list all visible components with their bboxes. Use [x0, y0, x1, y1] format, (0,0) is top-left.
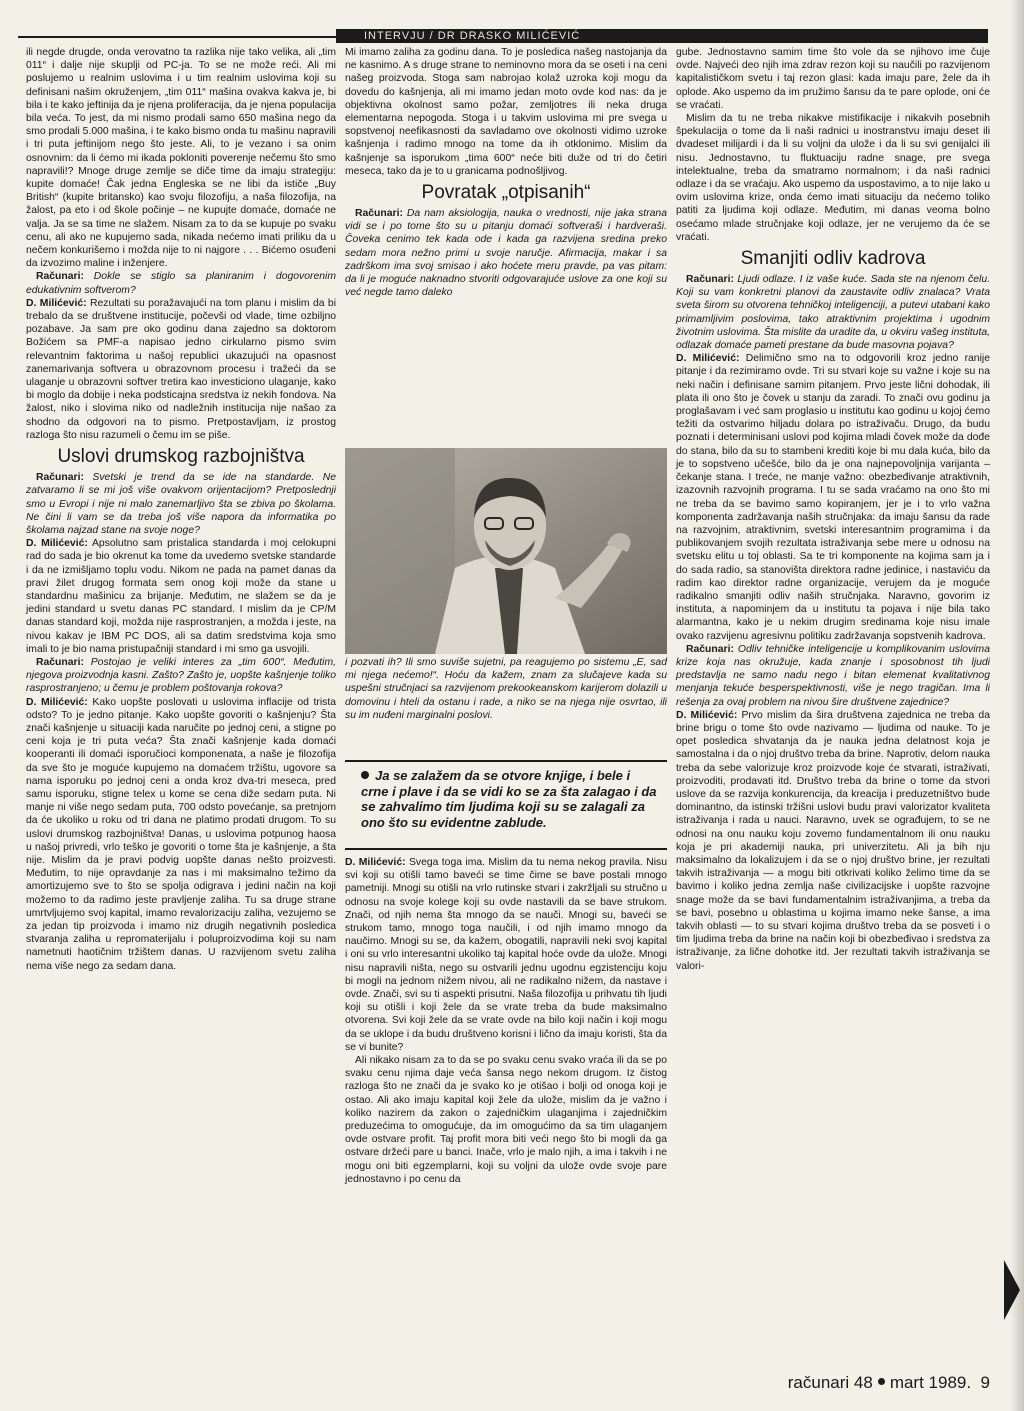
question-text: Dokle se stiglo sa planiranim i dogovorenim edukativnim softverom? — [26, 271, 336, 296]
paragraph: gube. Jednostavno samim time što vole da se njihovo ime čuje ovde. Najveći deo njih ima zdrav rezon koji su naučili po razvijenom kapitalističkom svetu i taj rezon glasi: kada imaju pare, žele da ih oplode. Ako uspemo da im pružimo šansu da te pare oplode, oni će se vraćati. — [676, 47, 990, 111]
speaker-racunari: Računari: — [36, 271, 84, 283]
column-2-top — [345, 46, 667, 446]
page-footer — [760, 1373, 990, 1393]
question-text: Svetski je trend da se ide na standarde. Ne zatvaramo li se mi još više ovakvom orijentacijom? Pretposlednji smo u Evropi i nije ni malo zanemarljivo šta se zbiva po školama. Ne čini li vam se da treba još više napora da informatika po školama najzad stane na svoje noge? — [26, 472, 336, 536]
answer — [26, 696, 336, 973]
question — [676, 643, 990, 709]
speaker-milicevic: D. Milićević: — [345, 857, 406, 868]
page-number: 9 — [980, 1373, 990, 1392]
question — [676, 273, 990, 352]
speaker-racunari: Računari: — [686, 274, 734, 286]
speaker-racunari: Računari: — [36, 656, 84, 668]
subheading: Uslovi drumskog razbojništva — [57, 446, 305, 468]
speaker-milicevic: D. Milićević: — [676, 709, 738, 721]
answer — [26, 297, 336, 442]
question — [26, 656, 336, 696]
paragraph: Ali nikako nisam za to da se po svaku cenu svako vraća ili da se po svaku cenu njima daje veća šansa nego nekom drugom. Iz čistog razloga što ne znači da je svako ko je otišao i bolji od onoga koji je ostao. Ali ako imaju kapital koji žele da ulože, mislim da je važno i koliko nazirem da zakon o zajedničkim ulaganjima i zajedničkim preduzećima to omogućuje, da im omogućimo da sa tim ulaganjem ovde ostvare profit. Taj profit mora biti veći nego što bi mogli da ga ostvare držeći pare u banci. Inače, vrlo je malo njih, a ima i takvih i ne mogu oni biti egzemplarni, koji su voljni da ulože ovde svoje pare jednostavno i po cenu da — [345, 1055, 667, 1185]
question — [26, 471, 336, 537]
speaker-racunari: Računari: — [355, 208, 403, 220]
speaker-milicevic: D. Milićević: — [26, 297, 87, 309]
question-continued: i pozvati ih? Ili smo suviše sujetni, pa reagujemo po sistemu „E, sad mi njega nećemo!“. Hoću da kažem, znam za slučajeve kada su uspešni stručnjaci sa razvijenom prekookeanskom karijerom dolazili u domovinu i hteli da ostanu i rade, a niko se na njega nije osvrtao, ili su im nuđeni marginalni poslovi. — [345, 657, 667, 721]
bullet-icon — [361, 771, 369, 779]
column-2-middle — [345, 656, 667, 722]
bullet-icon — [878, 1378, 885, 1385]
question-text: Odliv tehničke inteligencije u komplikovanim uslovima krize koja nas okružuje, kada znanje i sposobnost tih ljudi predstavlja ne samo nadu nego i bitan elemenat kvalitativnog menjanja tekuće besperspektivnosti, više je nego tragičan. Ima li rešenja za ovaj problem na nivou šire društvene zajednice? — [676, 643, 990, 708]
speaker-milicevic: D. Milićević: — [676, 353, 740, 365]
question-text: Ljudi odlaze. I iz vaše kuće. Sada ste na njenom čelu. Koji su vam konkretni planovi da zaustavite odliv znalaca? Vrata sveta širom su otvorena tehničkoj inteligenciji, a putevi utabani kako primamljivim poslovima, tako atraktivnim projektima i ugodnim životnim uslovima. Šta mislite da uradite da, u okviru vašeg instituta, odlazak domaće pameti prestane da bude masovna pojava? — [676, 274, 990, 352]
answer-text: Rezultati su poražavajući na tom planu i mislim da bi trebalo da se društvene institucije, počevši od vlade, time ozbiljno pozabave. Ja sam pre oko godinu dana zajedno sa doktorom Božićem sa PMF-a napisao jedno cirkularno pismo svim relevantnim faktorima u našoj republici ukazujući na opasnost zanemarivanja softvera u obrazovnom procesu i tražeći da se ulaganje u obrazovni softver tretira kao investiciono ulaganje, kako bi moglo da dobije i neka podsticajna sredstva iz nekih fondova. Na žalost, niko i slovima niko od nadležnih institucija nije našao za shodno da odgovori na to pismo. Pretpostavljam, iz prostog razloga što nisu razumeli o čemu im se piše. — [26, 297, 336, 441]
speaker-milicevic: D. Milićević: — [26, 696, 88, 708]
answer — [676, 352, 990, 642]
portrait-illustration — [345, 448, 667, 654]
answer-text: Prvo mislim da šira društvena zajednica ne treba da brine brigu o tome što ovde nazivamo — ljudima od nauke. To je opet posledica shvatanja da je nauka jedna delatnost koja je samostalna i da o njoj društvo treba da brine. Naprotiv, delom nauka treba da sebe valorizuje kroz proizvode koje će stvarati, istraživati, proizvoditi, prodavati itd. Društvo treba da brine o tome da stvori uslove da se razvija konkurencija, da kreacija i preduzetništvo bude dominantno, da istinski tržišni uslovi budu pravi valorizator kvaliteta istraživanja i rada u nauci. Naravno, uvek se ograđujem, to se ne odnosi na onu nauku koju zovemo fundamentalnom ili onu nauku koja je pri akademiji nauka, pri univerzitetu. Ali ja bih nju maksimalno da lokalizujem i da se o njoj društvo brine, jer rezultati takvih istraživanja — a mogu biti otkrivati koliko želimo time da se bavimo i koliko jedna zemlja naše civilizacijske i uopšte razvojne snage može da se bavi fundamentalnim istraživanjima, a treba da se bavi, posebno u oblastima u kojima imamo neke šanse, a ima takvih oblasti — to su stvari kojima društvo treba da se posveti i o tim ljudima treba da brine na način koji bi obezbeđivao i sredstva za istraživanje, za lične dohotke itd. Jer rezultati takvih istraživanja se valori- — [676, 709, 990, 972]
interviewee-photo — [345, 448, 667, 654]
magazine-issue: računari 48 — [787, 1373, 873, 1392]
question — [345, 207, 667, 299]
paragraph: Mi imamo zaliha za godinu dana. To je posledica našeg nastojanja da ne kasnimo. A s druge strane to neminovno mora da se oseti i na ceni našeg proizvoda. Stoga sam nabrojao kolaž uzroka koji mogu da dovedu do kašnjenja, ali mi imamo jedan moto ovde kod nas: da je objektivna okolnost samo požar, zemljotres ili neka druga elementarna nepogoda. Stoga i u takvim uslovima mi pre svega u sopstvenoj neefikasnosti da savladamo ove okolnosti vidimo uzroke kašnjenja i radimo mnogo na tome da ih otklonimo. Mislim da kašnjenje sa isporukom „tima 600“ neće biti duže od tri do četiri meseca, tako da je to u granicama podnošljivog. — [345, 47, 667, 177]
speaker-milicevic: D. Milićević: — [26, 538, 88, 550]
question — [26, 270, 336, 296]
pull-quote — [345, 760, 667, 850]
question-text: Postojao je veliki interes za „tim 600“. Međutim, njegova proizvodnja kasni. Zašto? Zašto je, uopšte kašnjenje toliko rasprostranjeno; u čemu je problem poštovanja rokova? — [26, 656, 336, 695]
answer — [345, 856, 667, 1054]
question-text: Da nam aksiologija, nauka o vrednosti, nije jaka strana vidi se i po tome što su u pitanju domaći softveraši i hardveraši. Čoveka cenimo tek kada ode i kada ga razvijena sredina preko sedam mora nežno primi u svoje naručje. Afirmacija, makar i sa zadrškom ima svoj smisao i ako hoćete meru pravde, pa vas pitam: da li je moguće naknadno stvoriti odgovarajuće uslove za one koji su već negde tamo daleko — [345, 208, 667, 299]
subheading: Smanjiti odliv kadrova — [740, 248, 926, 270]
column-3 — [676, 46, 990, 973]
issue-date: mart 1989. — [889, 1373, 972, 1392]
speaker-racunari: Računari: — [686, 643, 734, 655]
subheading: Povratak „otpisanih“ — [421, 182, 591, 204]
answer-text: Svega toga ima. Mislim da tu nema nekog pravila. Nisu svi koji su otišli tamo baveći se time čime se bave postali mnogo pametniji. Mnogi su otišli na vrlo rutinske stvari i zakržljali su stručno u odnosu na svoje kolege koji su ovde nastavili da se bave strukom. Znači, od njih nema šta mnogo da se nauči. Mnogi su, baveći se strukom tamo, mnogo toga naučili, i od njih imamo mnogo da naučimo. Mnogi su se, da kažem, obogatili, napravili neki svoj kapital i oni su vrlo interesantni ukoliko taj kapital hoće ovde da ulože. Mnogi nisu napravili ništa, nego su ostvarili jednu ugodnu egzistenciju koju bi mogli na jednom nižem nivou, ali ne radikalno nižem, da nastave i ovde. Znači, svi su ti aspekti prisutni. Naša filozofija u prihvatu tih ljudi koji su otišli i koji žele da se vrate treba da bude maksimalno otvorena. Svi koji žele da se vrate ovde na bilo koji način i koji mogu da se uklope i da budu društveno korisni i lično da imaju koristi, šta da se vi bunite? — [345, 857, 667, 1053]
speaker-racunari: Računari: — [36, 472, 84, 484]
pull-quote-text: Ja se zalažem da se otvore knjige, i bele i crne i plave i da se vidi ko se za šta zalagao i da se zahvalimo tim ljudima koji su se zalagali za ono što su evidentne zablude. — [361, 768, 657, 830]
answer-text: Apsolutno sam pristalica standarda i moj celokupni rad do sada je bio okrenut ka tome da uvedemo svetske standarde i da ne izmišljamo toplu vodu. Nikom ne pada na pamet danas da pravi žilet drugog formata sem onog koji može da stane u standardnu mašinicu za brijanje. Međutim, ne slažem se da je jedini standard u svetu danas PC standard. I mislim da je CP/M danas standard koji, možda nije rasprostranjen, a možda i jeste, na nivou kakav je IBM PC DOS, ali sa datim sredstvima koja smo imali to je bio nama pristupačniji standard i mi smo ga usvojili. — [26, 538, 336, 655]
answer — [676, 709, 990, 973]
answer — [26, 537, 336, 656]
column-1 — [26, 46, 336, 973]
running-header: INTERVJU / DR DRASKO MILIĆEVIĆ — [336, 29, 988, 43]
header-rule — [18, 36, 336, 38]
paragraph: Mislim da tu ne treba nikakve mistifikacije i nikakvih posebnih špekulacija o tome da li naši radnici u inostranstvu imaju deset ili dvadeset milijardi i da li su voljni da ulože i da li su svi genijalci ili nisu. Jednostavno, tu fluktuaciju radne snage, pre svega intelektualne, treba da smatramo normalnom; i da naši radnici odlaze i da se vraćaju. Ako uspemo da uspostavimo, a to nije lako u ovim uslovima krize, onda ćemo imati situaciju da nećemo toliko patiti za ljudima koji odlaze. Međutim, mi danas veoma bolno osećamo mlade stručnjake koji odlaze, jer ne verujemo da će se vraćati. — [676, 113, 990, 243]
answer-text: Delimično smo na to odgovorili kroz jedno ranije pitanje i da rezimiramo ovde. Tri su stvari koje su važne i koje su na neki način i definisane samim pitanjem. Prvo jeste lični dohodak, ili plata ili ono što je čovek u stanju da zaradi. To znači ovu godinu ja proglašavam i već sam proglasio u institutu kao godinu u kojoj ćemo težiti da ostvarimo hiljadu dolara po istraživaču. Drugo, da budu poznati i determinisani uslovi pod kojima mladi čovek može da dođe do stana, bilo da su to stambeni krediti koje bi mu dala kuća, bilo da je to sopstveno učešće, bilo da je ona najnepovoljnija varijanta – čekanje stana. I treće, ne manje važno: obezbeđivanje atraktivnih, izazovnih razvojnih programa. I tu se sada vraćamo na ono što mi ne treba da se bavimo samo kopiranjem, jer je i to vrlo važna komponenta zadržavanja naših stručnjaka: da imaju šansu da rade na razvojnim, atraktivnim, svetski interesantnim programima i da publikovanjem svojih rezultata istraživanja sebe mere u odnosu na svetsku elitu u toj oblasti. Sa te tri komponente na kojima sam ja i do sada radio, sa stanovišta direktora radne jedinice, i nastaviću da radim kao direktor radne organizacije, verujem da je moguće radikalno smanjiti odliv naših stručnjaka. Naravno, govorim iz instituta, a napominjem da u institutu ta pojava i nije bila tako alarmantna, kako je u nekim drugim sredinama koje nisu imale ovako razvijenu agresivnu politiku zadržavanja sopstvenih kadrova. — [676, 353, 990, 642]
column-2-bottom — [345, 856, 667, 1186]
page-edge-shadow — [1010, 0, 1024, 1411]
answer-text: Kako uopšte poslovati u uslovima inflacije od trista odsto? To je jedno pitanje. Kako uopšte govoriti o kašnjenju? Šta znači kašnjenje u situaciji kada naručite po jednoj ceni, a stigne po ceni koja je tri puta veća? Šta znači kašnjenje kada domaći kooperanti ili domaći isporučioci komponenata, a naše je filozofija da sve što je moguće kupujemo na domaćem tržištu, ugovore sa nama isporuku po jednoj ceni a onda kroz dva-tri meseca, pred samu isporuku, stigne telex u kome se cena diže sedam puta. Ni manje ni više nego sedam puta, 700 odsto povećanje, sa pretnjom da će ukoliko u roku od tri dana ne platimo prodati drugom. To su uslovi drumskog razbojništva! Danas, u uslovima potpunog haosa u našoj privredi, vrlo teško je govoriti o tome šta je kašnjenje, a šta nije. Mislim da je pravi podvig uopšte danas nešto proizvesti. Međutim, to nije opravdanje za nas i mi maksimalno težimo da amortizujemo sve to što se spolja odigrava i jedini način na koji možemo to da radimo jeste pravljenje zaliha. Tu sa druge strane umrtvljujemo svoj kapital, imamo revalorizaciju zaliha, vezujemo se za jedan tip proizvoda i imamo niz drugih negativnih posledica stvaranja zaliha u repromaterijalu i poluproizvodima koji su nam nametnuti haotičnim tržištem danas. U razvijenom svetu zaliha nema više nego za sedam dana. — [26, 696, 336, 972]
paragraph: ili negde drugde, onda verovatno ta razlika nije tako velika, ali „tim 011“ i dalje nije skuplji od PC-ja. To se ne može reći. Ali mi poslujemo u realnim uslovima i u tim realnim uslovima koji su definisani našim okruženjem, „tim 011“ mašina ovakva kakva je, bi bila i te kako jeftinija da je njena proliferacija, da je njena populacija bila veća. To jest, da mi nismo prodali samo 650 mašina nego da smo prodali 5.000 mašina, i te kako bismo onda tu mašinu napravili i tri puta jeftinijom nego što jeste. Ali, to je vezano i sa onim osnovnim: da li ćemo mi ikada pokloniti poverenje nečemu što smo napravili!? Mnoge druge zemlje se diče time da imaju strategiju: kupite domaće! Čak jedna Engleska se ne libi da ističe „Buy British“ (kupite britansko) kao svoju filozofiju, a naša filozofija, na žalost, pa eto i od škole počinje – ne kupujte domaće, domaće ne valja. Ja se sa time ne slažem. Nisam za to da se kupuje po svaku cenu, ali ako ne kupujemo sada, nikada nećemo imati priliku da u nečem konkurišemo i možda nije to ni najgore . . . Bićemo osuđeni da izvozimo maline i inženjere. — [26, 47, 336, 270]
